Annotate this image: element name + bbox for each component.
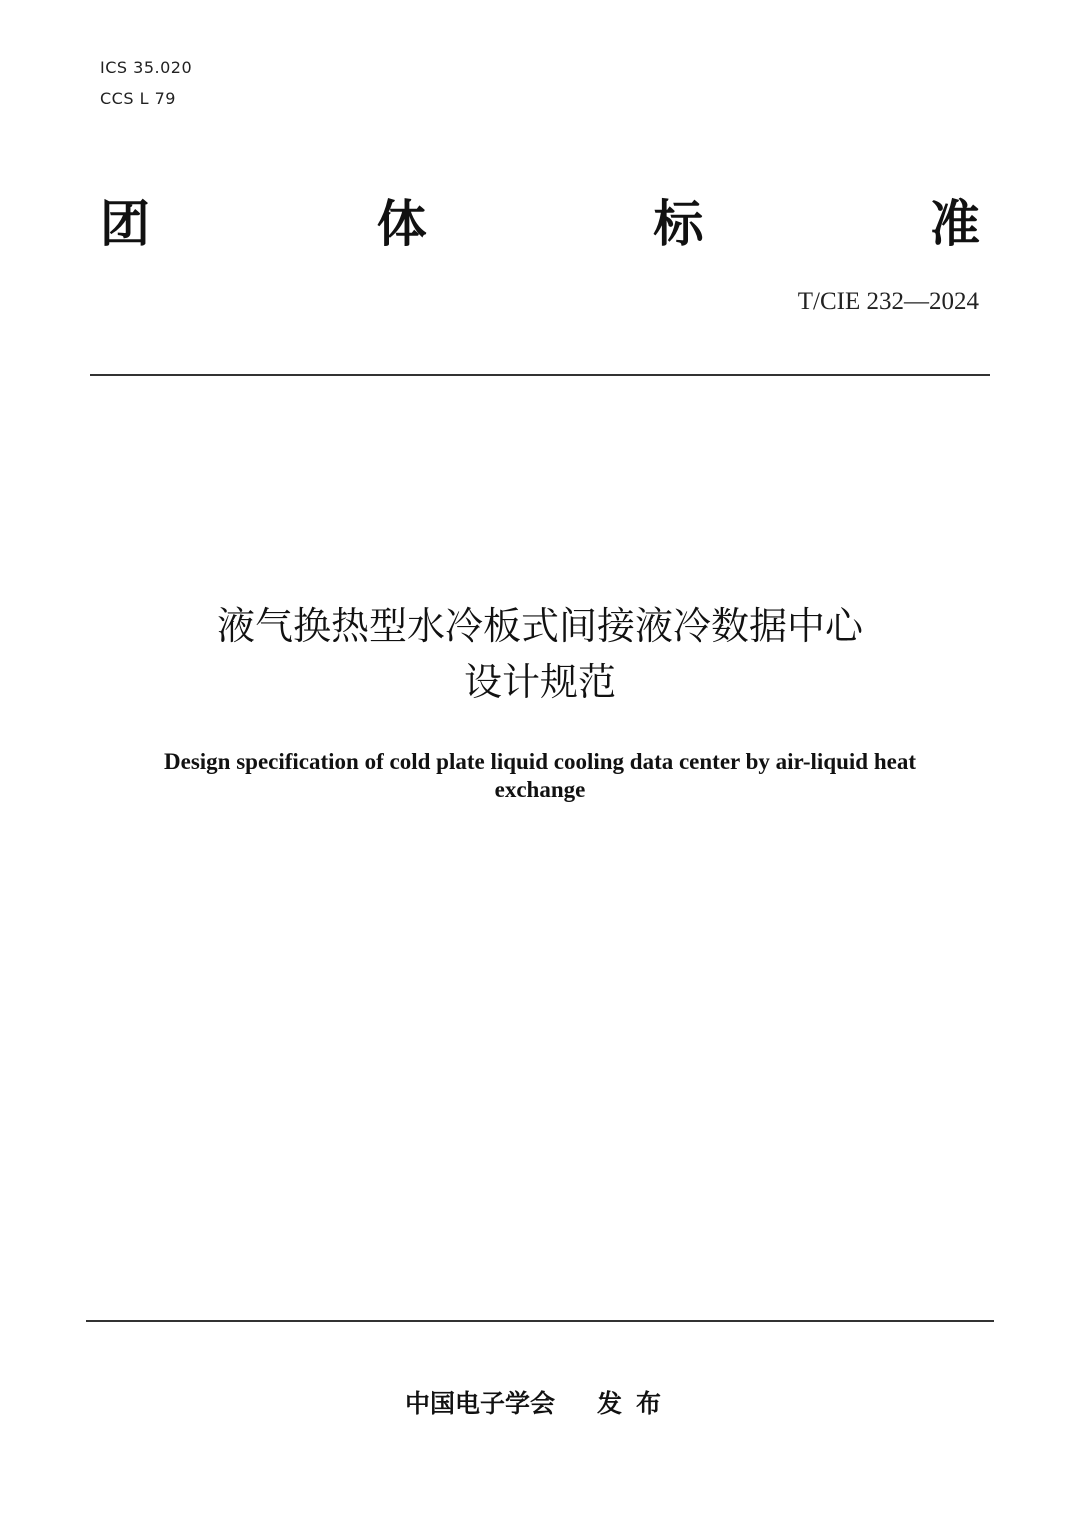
publisher-name: 中国电子学会 — [404, 1389, 555, 1418]
chinese-title-line-1: 液气换热型水冷板式间接液冷数据中心 — [216, 604, 863, 648]
chinese-title — [0, 598, 1080, 710]
ccs-code: CCS L 79 — [100, 89, 176, 108]
standard-number: T/CIE 232—2024 — [797, 288, 979, 315]
chinese-title-line-2: 设计规范 — [463, 660, 616, 704]
publish-action: 发布 — [597, 1389, 676, 1418]
ics-code: ICS 35.020 — [100, 58, 193, 77]
standard-type-char-2: 体 — [376, 195, 427, 253]
english-title — [100, 748, 980, 804]
english-title-line-1: Design specification of cold plate liquid cooling data center by air-liquid heat — [164, 749, 916, 774]
top-divider — [90, 374, 990, 376]
standard-type-char-4: 准 — [929, 195, 980, 253]
standard-type-char-1: 团 — [100, 195, 150, 253]
publisher-line — [0, 1386, 1080, 1422]
standard-type-heading — [100, 194, 980, 254]
standard-type-char-3: 标 — [653, 195, 704, 253]
english-title-line-2: exchange — [494, 777, 586, 802]
bottom-divider — [86, 1320, 994, 1322]
